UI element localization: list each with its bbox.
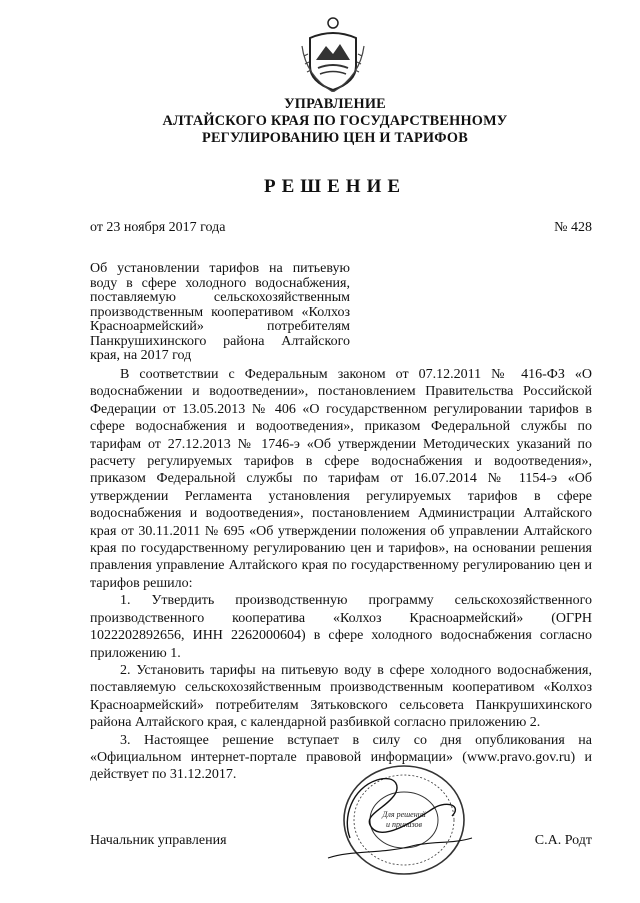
body-item-2: 2. Установить тарифы на питьевую воду в сфере холодного водоснабжения, поставляемую сельскохозяйственным производственным кооперативом «Колхоз Красноармейский» потребителям Зятьковского сельсовета Панкрушихинского района Алтайского края, с календарной разбивкой согласно приложению 2. — [90, 662, 592, 731]
signatory-position: Начальник управления — [90, 833, 227, 848]
stamp-inner-text-1: Для решений — [382, 810, 426, 819]
document-subject: Об установлении тарифов на питьевую воду в сфере холодного водоснабжения, поставляемую сельскохозяйственным производственным кооперативом «Колхоз Красноармейский» потребителям Панкрушихинского района Алтайского края, на 2017 год — [90, 261, 350, 363]
issuing-authority-header — [90, 96, 580, 147]
header-line-1: УПРАВЛЕНИЕ — [284, 96, 386, 112]
stamp-inner-text-2: и приказов — [385, 820, 423, 829]
document-title: РЕШЕНИЕ — [263, 176, 407, 197]
body-item-3: 3. Настоящее решение вступает в силу со дня опубликования на «Официальном интернет-портале правовой информации» (www.pravo.gov.ru) и действует по 31.12.2017. — [90, 732, 592, 783]
body-item-1: 1. Утвердить производственную программу сельскохозяйственного производственного кооператива «Колхоз Красноармейский» (ОГРН 1022202892656, ИНН 2262000604) в сфере холодного водоснабжения согласно приложению 1. — [90, 593, 592, 661]
document-date: от 23 ноября 2017 года — [90, 220, 226, 235]
handwritten-signature — [347, 779, 455, 838]
header-line-2: АЛТАЙСКОГО КРАЯ ПО ГОСУДАРСТВЕННОМУ — [162, 113, 508, 129]
header-line-3: РЕГУЛИРОВАНИЮ ЦЕН И ТАРИФОВ — [202, 130, 468, 146]
coat-of-arms-emblem — [300, 16, 366, 92]
document-number: № 428 — [554, 220, 592, 235]
document-body — [90, 366, 592, 784]
body-preamble: В соответствии с Федеральным законом от 07.12.2011 № 416-ФЗ «О водоснабжении и водоотведении», постановлением Правительства Российской Федерации от 13.05.2013 № 406 «О государственном регулировании тарифов в сфере водоснабжения и водоотведения», приказом Федеральной службы по тарифам от 27.12.2013 № 1746-э «Об утверждении Методических указаний по расчету регулируемых тарифов в сфере водоснабжения и водоотведения», приказом Федеральной службы по тарифам от 16.07.2014 № 1154-э «Об утверждении Регламента установления регулируемых тарифов в сфере водоснабжения и водоотведения», постановлением Администрации Алтайского края от 30.11.2011 № 695 «Об утверждении положения об управлении Алтайского края по государственному регулированию цен и тарифов», на основании решения правления управление Алтайского края по государственному регулированию цен и тарифов решило: — [90, 367, 592, 591]
official-stamp-seal — [322, 758, 482, 888]
signatory-name: С.А. Родт — [534, 833, 592, 848]
